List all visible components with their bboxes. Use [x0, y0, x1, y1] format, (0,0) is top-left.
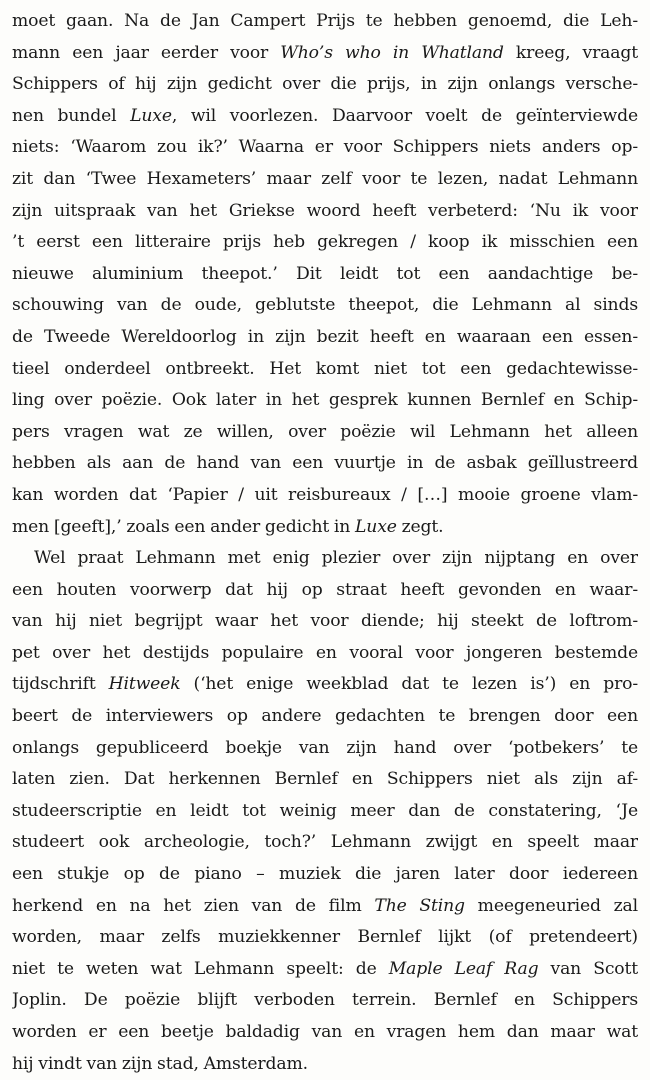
text-line [12, 701, 638, 733]
text-line [12, 985, 638, 1017]
text-run: worden er een beetje baldadig van en vragen hem dan maar wat [12, 1022, 638, 1042]
paragraph-1 [12, 6, 638, 543]
book-page [12, 6, 638, 1080]
text-run: een houten voorwerp dat hij op straat heeft gevonden en waar- [12, 579, 638, 600]
text-line [12, 1049, 638, 1080]
text-line [12, 196, 638, 228]
text-line [12, 638, 638, 670]
text-run: zit dan ‘Twee Hexameters’ maar zelf voor te lezen, nadat Lehmann [12, 168, 638, 189]
text-run: Wel praat Lehmann met enig plezier over zijn nijptang en over [34, 548, 638, 569]
text-line [12, 859, 638, 891]
text-run: pers vragen wat ze willen, over poëzie wil Lehmann het alleen [12, 421, 638, 442]
text-line [12, 1017, 638, 1049]
text-run: hebben als aan de hand van een vuurtje in de asbak geïllustreerd [12, 453, 638, 474]
text-line [12, 38, 638, 70]
text-run: een stukje op de piano – muziek die jaren later door iedereen [12, 864, 638, 885]
text-run: nen bundel [12, 105, 131, 126]
text-run: pet over het destijds populaire en vooral voor jongeren bestemde [12, 642, 638, 663]
text-run: men [geeft],’ zoals een ander gedicht in [12, 516, 356, 537]
text-run: zijn uitspraak van het Griekse woord heeft verbeterd: ‘Nu ik voor [12, 200, 638, 221]
text-line [12, 132, 638, 164]
text-run: tijdschrift [12, 674, 109, 695]
text-run: meegeneuried zal [464, 895, 638, 916]
text-run: van hij niet begrijpt waar het voor diende; hij steekt de loftrom- [12, 611, 638, 632]
italic-title: Who’s who in Whatland [280, 42, 504, 63]
text-run: niets: ‘Waarom zou ik?’ Waarna er voor Schippers niets anders op- [12, 137, 638, 158]
text-run: ling over poëzie. Ook later in het gesprek kunnen Bernlef en Schip- [12, 390, 638, 411]
text-line [12, 448, 638, 480]
text-line [12, 954, 638, 986]
text-run: studeerscriptie en leidt tot weinig meer dan de constatering, ‘Je [12, 800, 638, 821]
text-line [12, 6, 638, 38]
text-run: ’t eerst een litteraire prijs heb gekregen / koop ik misschien een [12, 232, 638, 253]
text-line [12, 796, 638, 828]
text-line [12, 164, 638, 196]
text-line [12, 480, 638, 512]
text-run: de Tweede Wereldoorlog in zijn bezit heeft en waaraan een essen- [12, 326, 638, 347]
text-run: onlangs gepubliceerd boekje van zijn hand over ‘potbekers’ te [12, 737, 638, 758]
text-line [12, 606, 638, 638]
text-line [12, 101, 638, 133]
text-line [12, 827, 638, 859]
text-line [12, 764, 638, 796]
text-run: van Scott [538, 958, 638, 979]
italic-title: Luxe [355, 516, 397, 537]
text-run: Joplin. De poëzie blijft verboden terrein. Bernlef en Schippers [12, 990, 638, 1011]
text-line [12, 385, 638, 417]
italic-title: Hitweek [108, 674, 181, 695]
text-line [12, 543, 638, 575]
text-run: schouwing van de oude, geblutste theepot, die Lehmann al sinds [12, 295, 638, 316]
italic-title: Maple Leaf Rag [388, 958, 539, 979]
text-run: niet te weten wat Lehmann speelt: de [12, 958, 389, 979]
text-run: (‘het enige weekblad dat te lezen is’) en pro- [180, 674, 638, 695]
italic-title: Luxe [130, 105, 172, 126]
text-run: beert de interviewers op andere gedachten te brengen door een [12, 706, 638, 727]
text-run: nieuwe aluminium theepot.’ Dit leidt tot een aandachtige be- [12, 263, 638, 284]
text-line [12, 922, 638, 954]
text-line [12, 512, 638, 544]
paragraph-2 [12, 543, 638, 1080]
text-run: worden, maar zelfs muziekkenner Bernlef lijkt (of pretendeert) [12, 927, 638, 948]
text-line [12, 669, 638, 701]
text-line [12, 259, 638, 291]
text-line [12, 354, 638, 386]
text-run: tieel onderdeel ontbreekt. Het komt niet tot een gedachtewisse- [12, 358, 638, 379]
text-line [12, 290, 638, 322]
text-line [12, 322, 638, 354]
text-line [12, 69, 638, 101]
text-run: kan worden dat ‘Papier / uit reisbureaux / […] mooie groene vlam- [12, 484, 638, 505]
text-line [12, 227, 638, 259]
text-line [12, 575, 638, 607]
text-run: hij vindt van zijn stad, Amsterdam. [12, 1053, 308, 1074]
text-run: kreeg, vraagt [503, 42, 638, 63]
text-run: zegt. [396, 516, 444, 537]
text-line [12, 891, 638, 923]
italic-title: The Sting [374, 895, 465, 916]
text-line [12, 417, 638, 449]
text-run: laten zien. Dat herkennen Bernlef en Schippers niet als zijn af- [12, 769, 638, 790]
text-run: mann een jaar eerder voor [12, 42, 281, 63]
text-line [12, 733, 638, 765]
text-run: herkend en na het zien van de film [12, 895, 375, 916]
text-run: , wil voorlezen. Daarvoor voelt de geïnterviewde [171, 105, 638, 126]
text-run: Schippers of hij zijn gedicht over die prijs, in zijn onlangs versche- [12, 74, 638, 95]
text-run: moet gaan. Na de Jan Campert Prijs te hebben genoemd, die Leh- [12, 11, 638, 31]
text-run: studeert ook archeologie, toch?’ Lehmann zwijgt en speelt maar [12, 832, 638, 853]
